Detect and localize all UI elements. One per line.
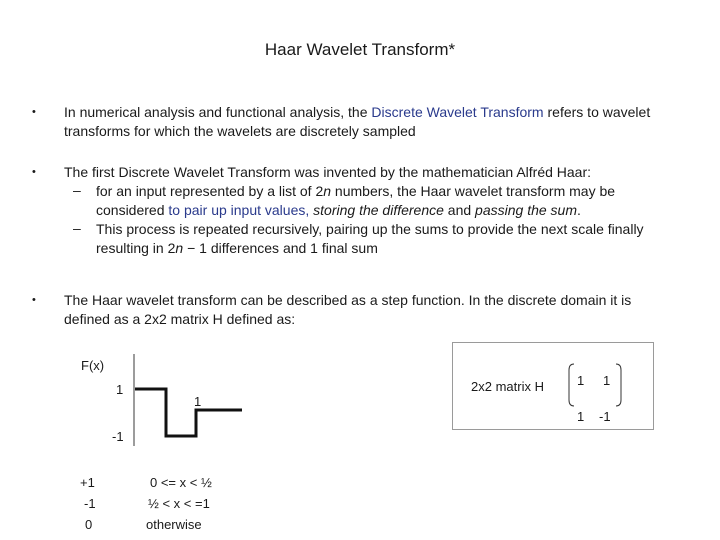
dwt-term: Discrete Wavelet Transform <box>371 104 544 120</box>
sub-bullet-2-line-2: resulting in 2n − 1 differences and 1 final sum <box>96 240 378 256</box>
matrix-label: 2x2 matrix H <box>471 379 544 394</box>
bullet-2-line-1: The first Discrete Wavelet Transform was invented by the mathematician Alfréd Haar: <box>64 164 592 180</box>
case-value-3: 0 <box>85 517 93 532</box>
matrix-r1c1: 1 <box>577 373 585 388</box>
matrix-left-bracket <box>569 364 574 406</box>
sub-bullet-1-line-2: considered to pair up input values, storing the difference and passing the sum. <box>96 202 581 218</box>
bullet-1-line-2: transforms for which the wavelets are discretely sampled <box>64 123 416 139</box>
case-condition-2: ½ < x < =1 <box>148 496 210 511</box>
sub-bullet-2-line-1: This process is repeated recursively, pairing up the sums to provide the next scale finally <box>96 221 644 237</box>
bullet-1-line-1: In numerical analysis and functional analysis, the Discrete Wavelet Transform refers to wavelet <box>64 104 651 120</box>
case-condition-1: 0 <= x < ½ <box>150 475 212 490</box>
case-value-1: +1 <box>80 475 95 490</box>
matrix-r1c2: 1 <box>603 373 611 388</box>
bullet-marker: • <box>32 294 36 306</box>
bullet-3-line-1: The Haar wavelet transform can be described as a step function. In the discrete domain it is <box>64 292 632 308</box>
bullet-3-line-2: defined as a 2x2 matrix H defined as: <box>64 311 296 327</box>
case-value-2: -1 <box>84 496 96 511</box>
sub-bullet-marker: – <box>73 220 81 236</box>
matrix-right-bracket <box>616 364 621 406</box>
matrix-r2c1: 1 <box>577 409 585 424</box>
sub-bullet-marker: – <box>73 182 81 198</box>
bullet-marker: • <box>32 166 36 178</box>
slide-title: Haar Wavelet Transform* <box>264 40 456 59</box>
y-tick-pos-one: 1 <box>116 382 124 397</box>
y-tick-neg-one: -1 <box>112 429 124 444</box>
fx-label: F(x) <box>81 358 105 373</box>
matrix-r2c2: -1 <box>599 409 611 424</box>
x-tick-one: 1 <box>194 394 202 409</box>
case-condition-3: otherwise <box>146 517 202 532</box>
bullet-marker: • <box>32 106 36 118</box>
sub-bullet-1-line-1: for an input represented by a list of 2n numbers, the Haar wavelet transform may be <box>96 183 616 199</box>
